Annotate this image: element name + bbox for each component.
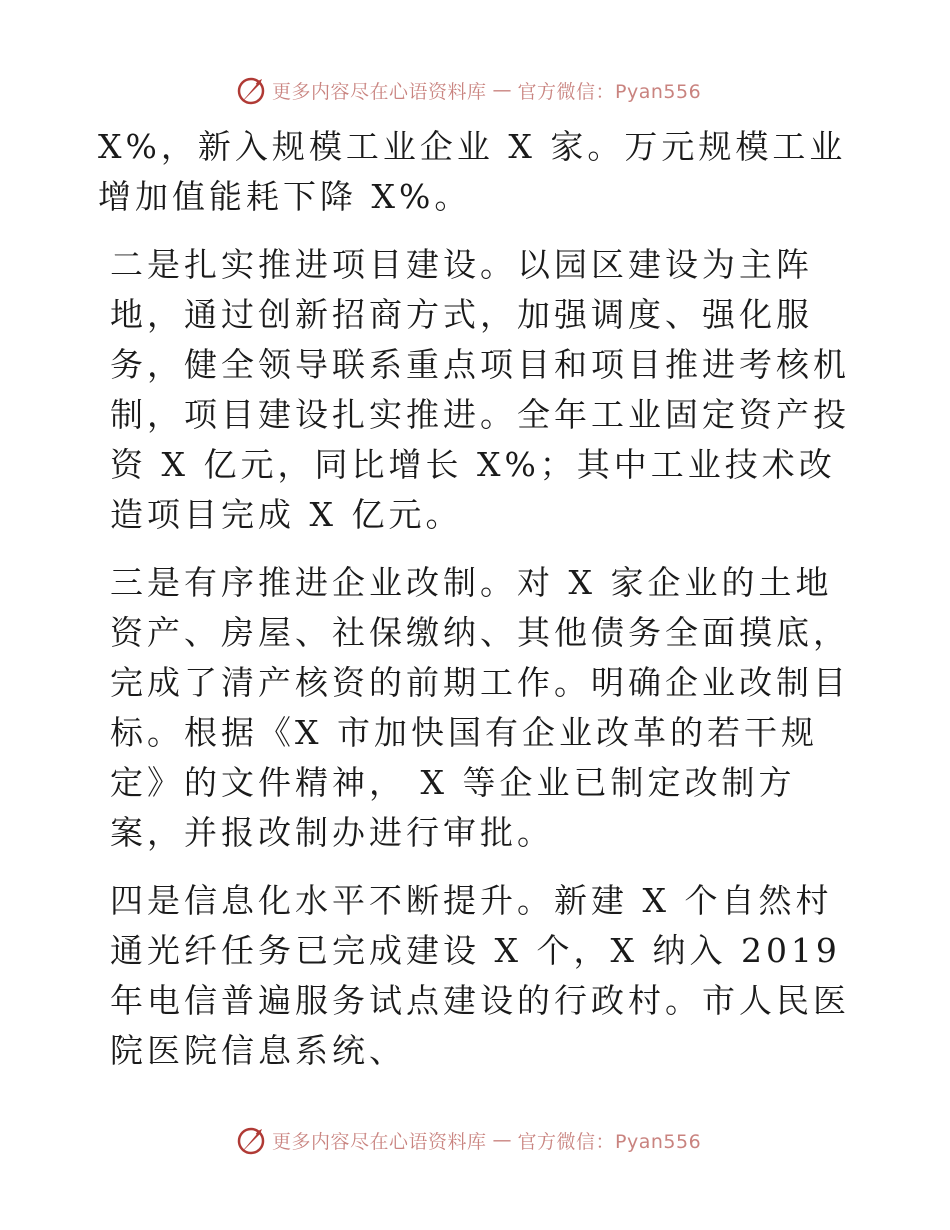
watermark-separator: —: [492, 1129, 512, 1151]
watermark-text: 更多内容尽在心语资料库: [272, 80, 487, 103]
paragraph-informatization: 四是信息化水平不断提升。新建 X 个自然村通光纤任务已完成建设 X 个，X 纳入 2019 年电信普遍服务试点建设的行政村。市人民医院医院信息系统、: [110, 881, 850, 1070]
header-watermark: [236, 73, 701, 107]
watermark-text: 更多内容尽在心语资料库: [272, 1130, 487, 1153]
paragraph-enterprise-reform: 三是有序推进企业改制。对 X 家企业的土地资产、房屋、社保缴纳、其他债务全面摸底，完成了清产核资的前期工作。明确企业改制目标。根据《X 市加快国有企业改革的若干规定》的文件精神， X 等企业已制定改制方案，并报改制办进行审批。: [110, 563, 850, 852]
document-body: [98, 122, 858, 1094]
quill-logo-icon: [236, 75, 266, 105]
quill-logo-icon: [236, 1125, 266, 1155]
footer-watermark: [236, 1123, 701, 1157]
watermark-separator: —: [492, 79, 512, 101]
watermark-wechat: 官方微信：Pyan556: [517, 80, 702, 103]
paragraph-project-construction: 二是扎实推进项目建设。以园区建设为主阵地，通过创新招商方式，加强调度、强化服务，健全领导联系重点项目和项目推进考核机制，项目建设扎实推进。全年工业固定资产投资 X 亿元，同比增长 X%；其中工业技术改造项目完成 X 亿元。: [110, 245, 850, 534]
watermark-wechat: 官方微信：Pyan556: [517, 1130, 702, 1153]
paragraph-continuation: X%，新入规模工业企业 X 家。万元规模工业增加值能耗下降 X%。: [98, 127, 847, 216]
